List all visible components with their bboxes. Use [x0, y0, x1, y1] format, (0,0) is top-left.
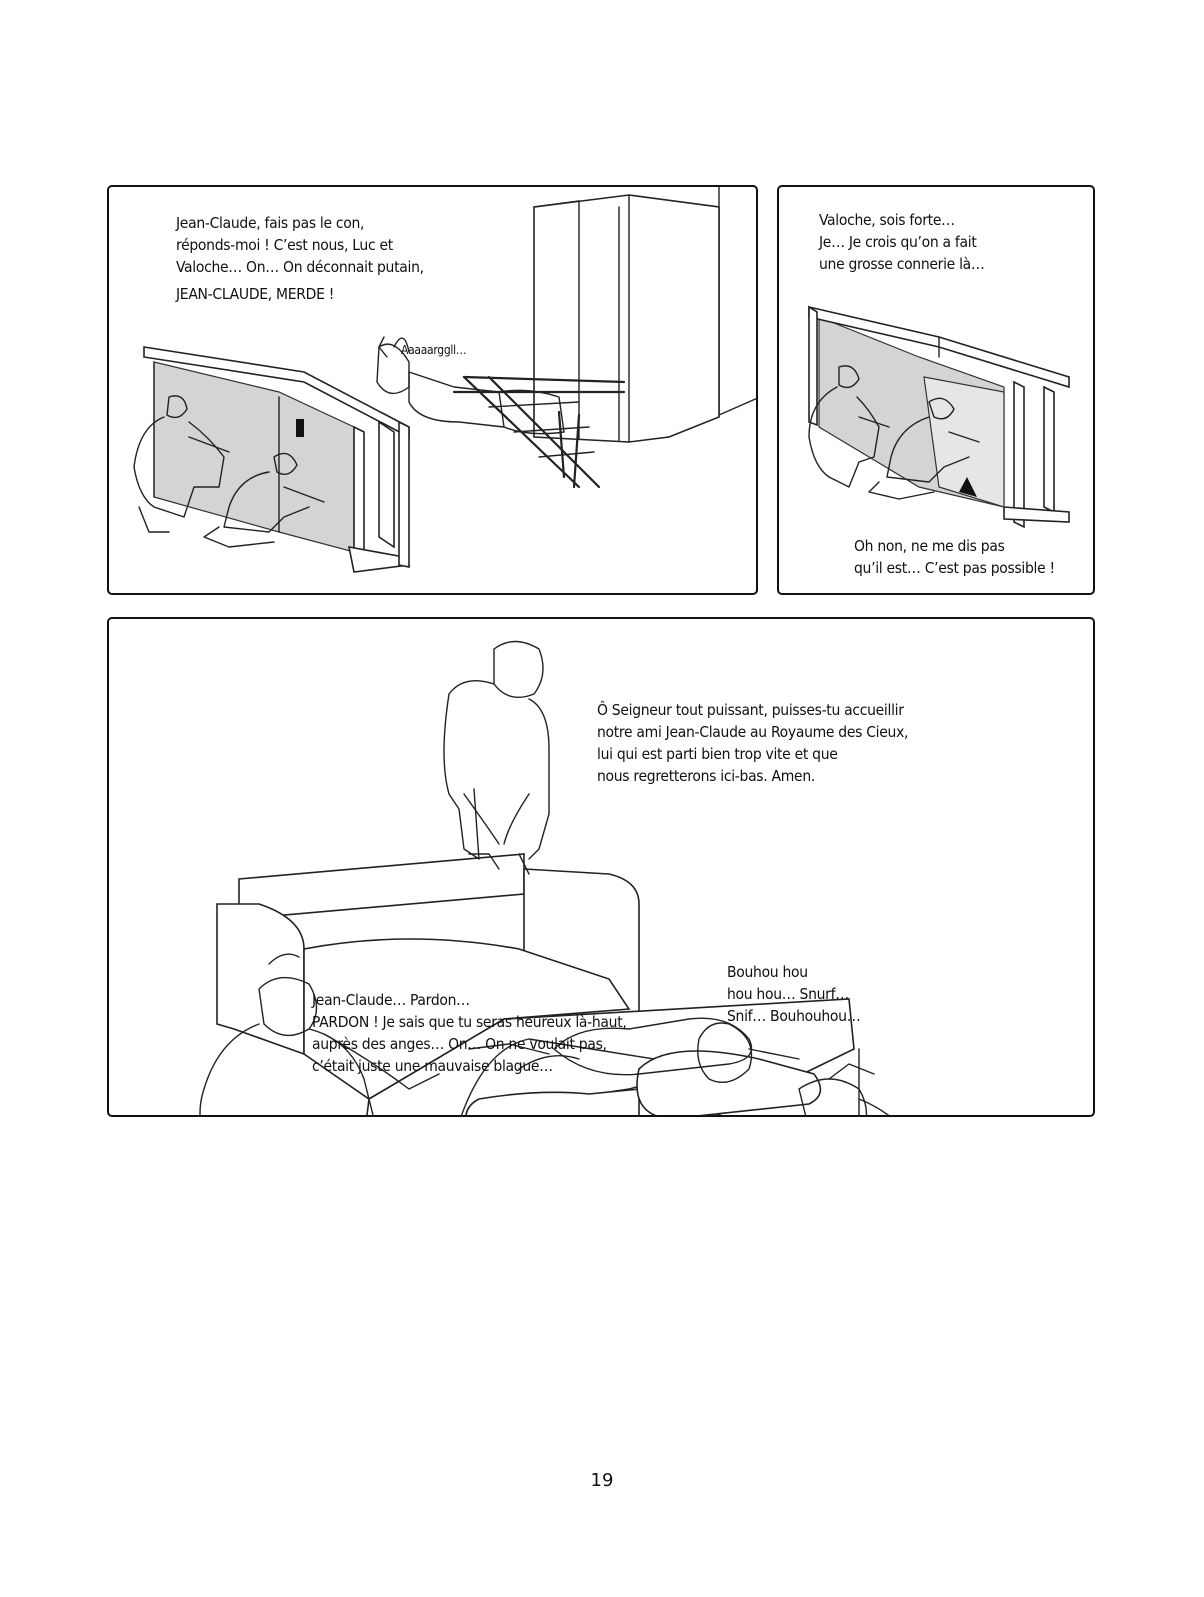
speech-line: Snif… Bouhouhou… — [727, 1007, 861, 1025]
apology-bubble — [312, 989, 627, 1077]
speech-bubble-bottom — [854, 535, 1055, 579]
speech-line: Jean-Claude… Pardon… — [312, 991, 470, 1009]
scream-text — [401, 343, 466, 357]
speech-line: Ô Seigneur tout puissant, puisses-tu accueillir — [597, 701, 904, 719]
prayer-bubble — [597, 699, 908, 787]
speech-line: Valoche, sois forte… — [819, 211, 955, 229]
speech-line: PARDON ! Je sais que tu seras heureux là-haut, — [312, 1013, 627, 1031]
speech-line: lui qui est parti bien trop vite et que — [597, 745, 838, 763]
standing-man-drawing — [444, 642, 549, 875]
speech-line: JEAN-CLAUDE, MERDE ! — [176, 285, 335, 303]
speech-line: qu’il est… C’est pas possible ! — [854, 559, 1055, 577]
speech-line: Bouhou hou — [727, 963, 808, 981]
speech-line: auprès des anges… On… On ne voulait pas, — [312, 1035, 607, 1053]
panel-2 — [777, 185, 1095, 595]
bed-frame-drawing — [809, 307, 1069, 527]
page-number: 19 — [590, 1470, 614, 1491]
speech-line: c’était juste une mauvaise blague… — [312, 1057, 553, 1075]
speech-line: Valoche… On… On déconnait putain, — [176, 258, 424, 276]
speech-line: réponds-moi ! C’est nous, Luc et — [176, 236, 393, 254]
speech-bubble-top — [819, 209, 985, 275]
speech-line: Je… Je crois qu’on a fait — [819, 233, 977, 251]
speech-bubble-main — [176, 212, 424, 305]
sobbing-bubble — [727, 961, 860, 1027]
speech-line: notre ami Jean-Claude au Royaume des Cieux, — [597, 723, 909, 741]
speech-line: Jean-Claude, fais pas le con, — [176, 214, 365, 232]
scream-line: Aaaaarggll… — [401, 343, 467, 357]
panel-3 — [107, 617, 1095, 1117]
speech-line: Oh non, ne me dis pas — [854, 537, 1005, 555]
bed-frame-drawing — [144, 347, 409, 572]
wardrobe-drawing — [534, 195, 719, 442]
speech-line: une grosse connerie là… — [819, 255, 985, 273]
speech-line: nous regretterons ici-bas. Amen. — [597, 767, 816, 785]
panel-1 — [107, 185, 758, 595]
speech-line: hou hou… Snurf… — [727, 985, 849, 1003]
